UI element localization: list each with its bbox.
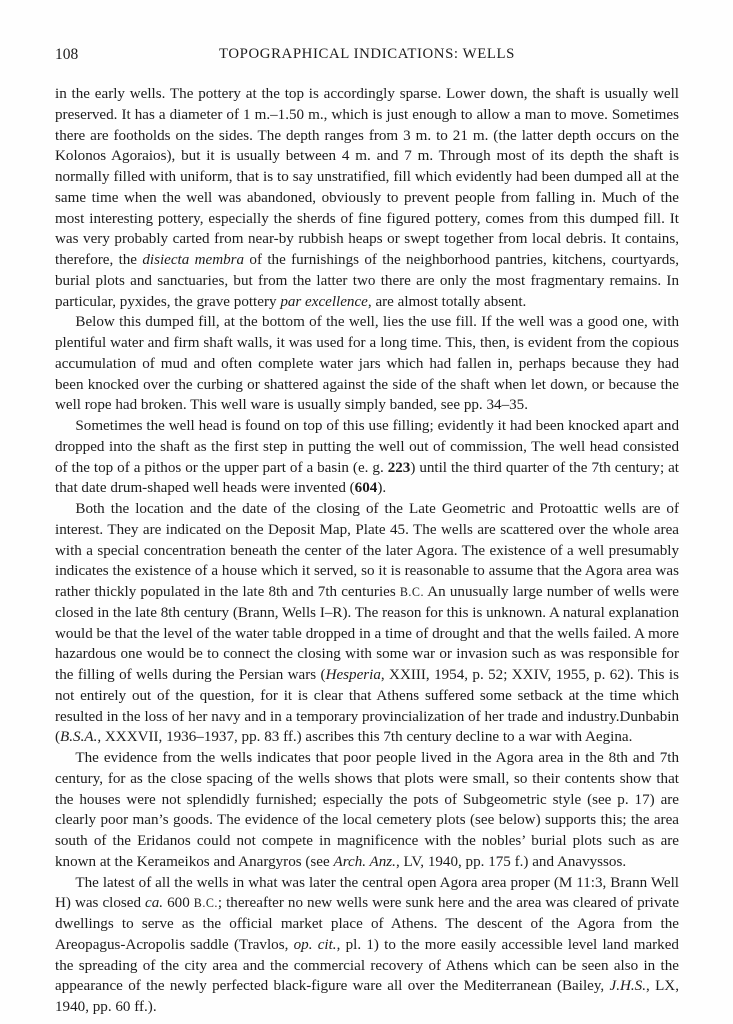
paragraph	[55, 499, 679, 748]
page-header	[55, 46, 679, 68]
text-run: 604	[354, 480, 378, 497]
text-run: The latest of all the wells in what was later the central open Agora area proper (M 11:3, Brann Well H) was closed	[55, 874, 679, 912]
text-run: B.S.A.	[60, 729, 98, 746]
text-run: par excellence	[280, 293, 368, 310]
text-run: , XXXVII, 1936–1937, pp. 83 ff.) ascribes this 7th century decline to a war with Aegina.	[97, 729, 633, 746]
text-run: ca.	[145, 895, 164, 912]
text-run: in the early wells. The pottery at the top is accordingly sparse. Lower down, the shaft is usually well preserved. It has a diameter of 1 m.–1.50 m., which is just enough to allow a man to move. Sometimes there are footholds on the sides. The depth ranges from 3 m. to 21 m. (the latter depth occurs on the Kolonos Agoraios), but it is usually between 4 m. and 7 m. Through most of its depth the shaft is normally filled with uniform, that is to say unstratified, fill which evidently had been dumped all at the same time when the well was abandoned, obviously to prevent people from falling in. Much of the most interesting pottery, especially the sherds of fine figured pottery, comes from this dumped fill. It was very probably carted from near-by rubbish heaps or swept together from local debris. It contains, therefore, the	[55, 86, 679, 268]
running-title: TOPOGRAPHICAL INDICATIONS: WELLS	[219, 46, 515, 62]
text-run: The evidence from the wells indicates that poor people lived in the Agora area in the 8th and 7th century, for as the close spacing of the wells shows that plots were small, so their contents show that the houses were not splendidly furnished; especially the pots of Subgeometric style (see p. 17) are clearly poor man’s goods. The evidence of the local cemetery plots (see below) supports this; the area south of the Eridanos could not compete in magnificence with the nobles’ burial plots such as are known at the Kerameikos and Anargyros (see	[55, 750, 679, 870]
text-run: ).	[377, 480, 387, 497]
text-run: J.H.S.	[609, 978, 646, 995]
paragraph	[55, 748, 679, 873]
paragraph	[55, 416, 679, 499]
page-body	[55, 84, 679, 1018]
text-run: Below this dumped fill, at the bottom of the well, lies the use fill. If the well was a good one, with plentiful water and firm shaft walls, it was used for a long time. This, then, is evident from the copious accumulation of mud and often complete water jars which had fallen in, perhaps because they had been knocked over the curbing or shattered against the side of the shaft when let down, or because the well rope had broken. This well ware is usually simply banded, see pp. 34–35.	[55, 314, 679, 414]
text-run: An unusually large number of wells were closed in the late 8th century (Brann, Wells I–R). The reason for this is unknown. A natural explanation would be that the level of the water table dropped in a time of drought and that the wells failed. A more hazardous one would be to connect the closing with some war or invasion such as was responsible for the filling of wells during the Persian wars (	[55, 584, 680, 683]
text-run: of the furnishings of the neighborhood pantries, kitchens, courtyards, burial plots and sanctuaries, but from the latter two there are only the most fragmentary remains. In particular, pyxides, the grave pottery	[55, 252, 679, 310]
page-number: 108	[55, 46, 79, 63]
paragraph	[55, 873, 679, 1018]
text-run: disiecta membra	[142, 252, 245, 268]
text-run: , XXIII, 1954, p. 52; XXIV, 1955, p. 62). This is not entirely out of the question, for it is clear that Athens suffered some setback at the time which resulted in the loss of her navy and in a temporary provincialization of her trade and industry.Dunbabin (	[55, 667, 679, 746]
text-run: , LV, 1940, pp. 175 f.) and Anavyssos.	[395, 853, 627, 870]
text-run: , are almost totally absent.	[367, 293, 527, 310]
text-run: , LX, 1940, pp. 60 ff.).	[55, 978, 679, 1015]
text-run: Arch. Anz.	[333, 853, 396, 870]
paragraph	[55, 312, 679, 416]
text-run: Hesperia	[325, 667, 381, 683]
text-run: 223	[387, 459, 411, 476]
text-run: ) until the third quarter of the 7th century; at that date drum-shaped well heads were invented (	[55, 459, 680, 497]
text-run: Both the location and the date of the closing of the Late Geometric and Protoattic wells are of interest. They are indicated on the Deposit Map, Plate 45. The wells are scattered over the whole area with a special concentration beneath the center of the later Agora. The existence of a well presumably indicates the existence of a house which it served, so it is reasonable to assume that the Agora area was rather thickly populated in the late 8th and 7th centuries	[55, 501, 679, 600]
paragraph	[55, 84, 679, 312]
text-run: op. cit.	[293, 936, 337, 953]
text-run: 600	[163, 895, 194, 912]
text-run: ; thereafter no new wells were sunk here and the area was cleared of private dwellings to serve as the official market place of Athens. The descent of the Agora from the Areopagus-Acropolis saddle (Travlos,	[55, 895, 680, 953]
text-run: , pl. 1) to the more easily accessible level land marked the spreading of the city area and the commercial recovery of Athens which can be seen also in the appearance of the newly perfected black-figure ware all over the Mediterranean (Bailey,	[55, 936, 679, 995]
text-run: Sometimes the well head is found on top of this use filling; evidently it had been knocked apart and dropped into the shaft as the first step in putting the well out of commission, The well head consisted of the top of a pithos or the upper part of a basin (e. g.	[55, 418, 679, 476]
text-run: B.C.	[399, 585, 424, 599]
text-run: B.C.	[193, 896, 218, 911]
